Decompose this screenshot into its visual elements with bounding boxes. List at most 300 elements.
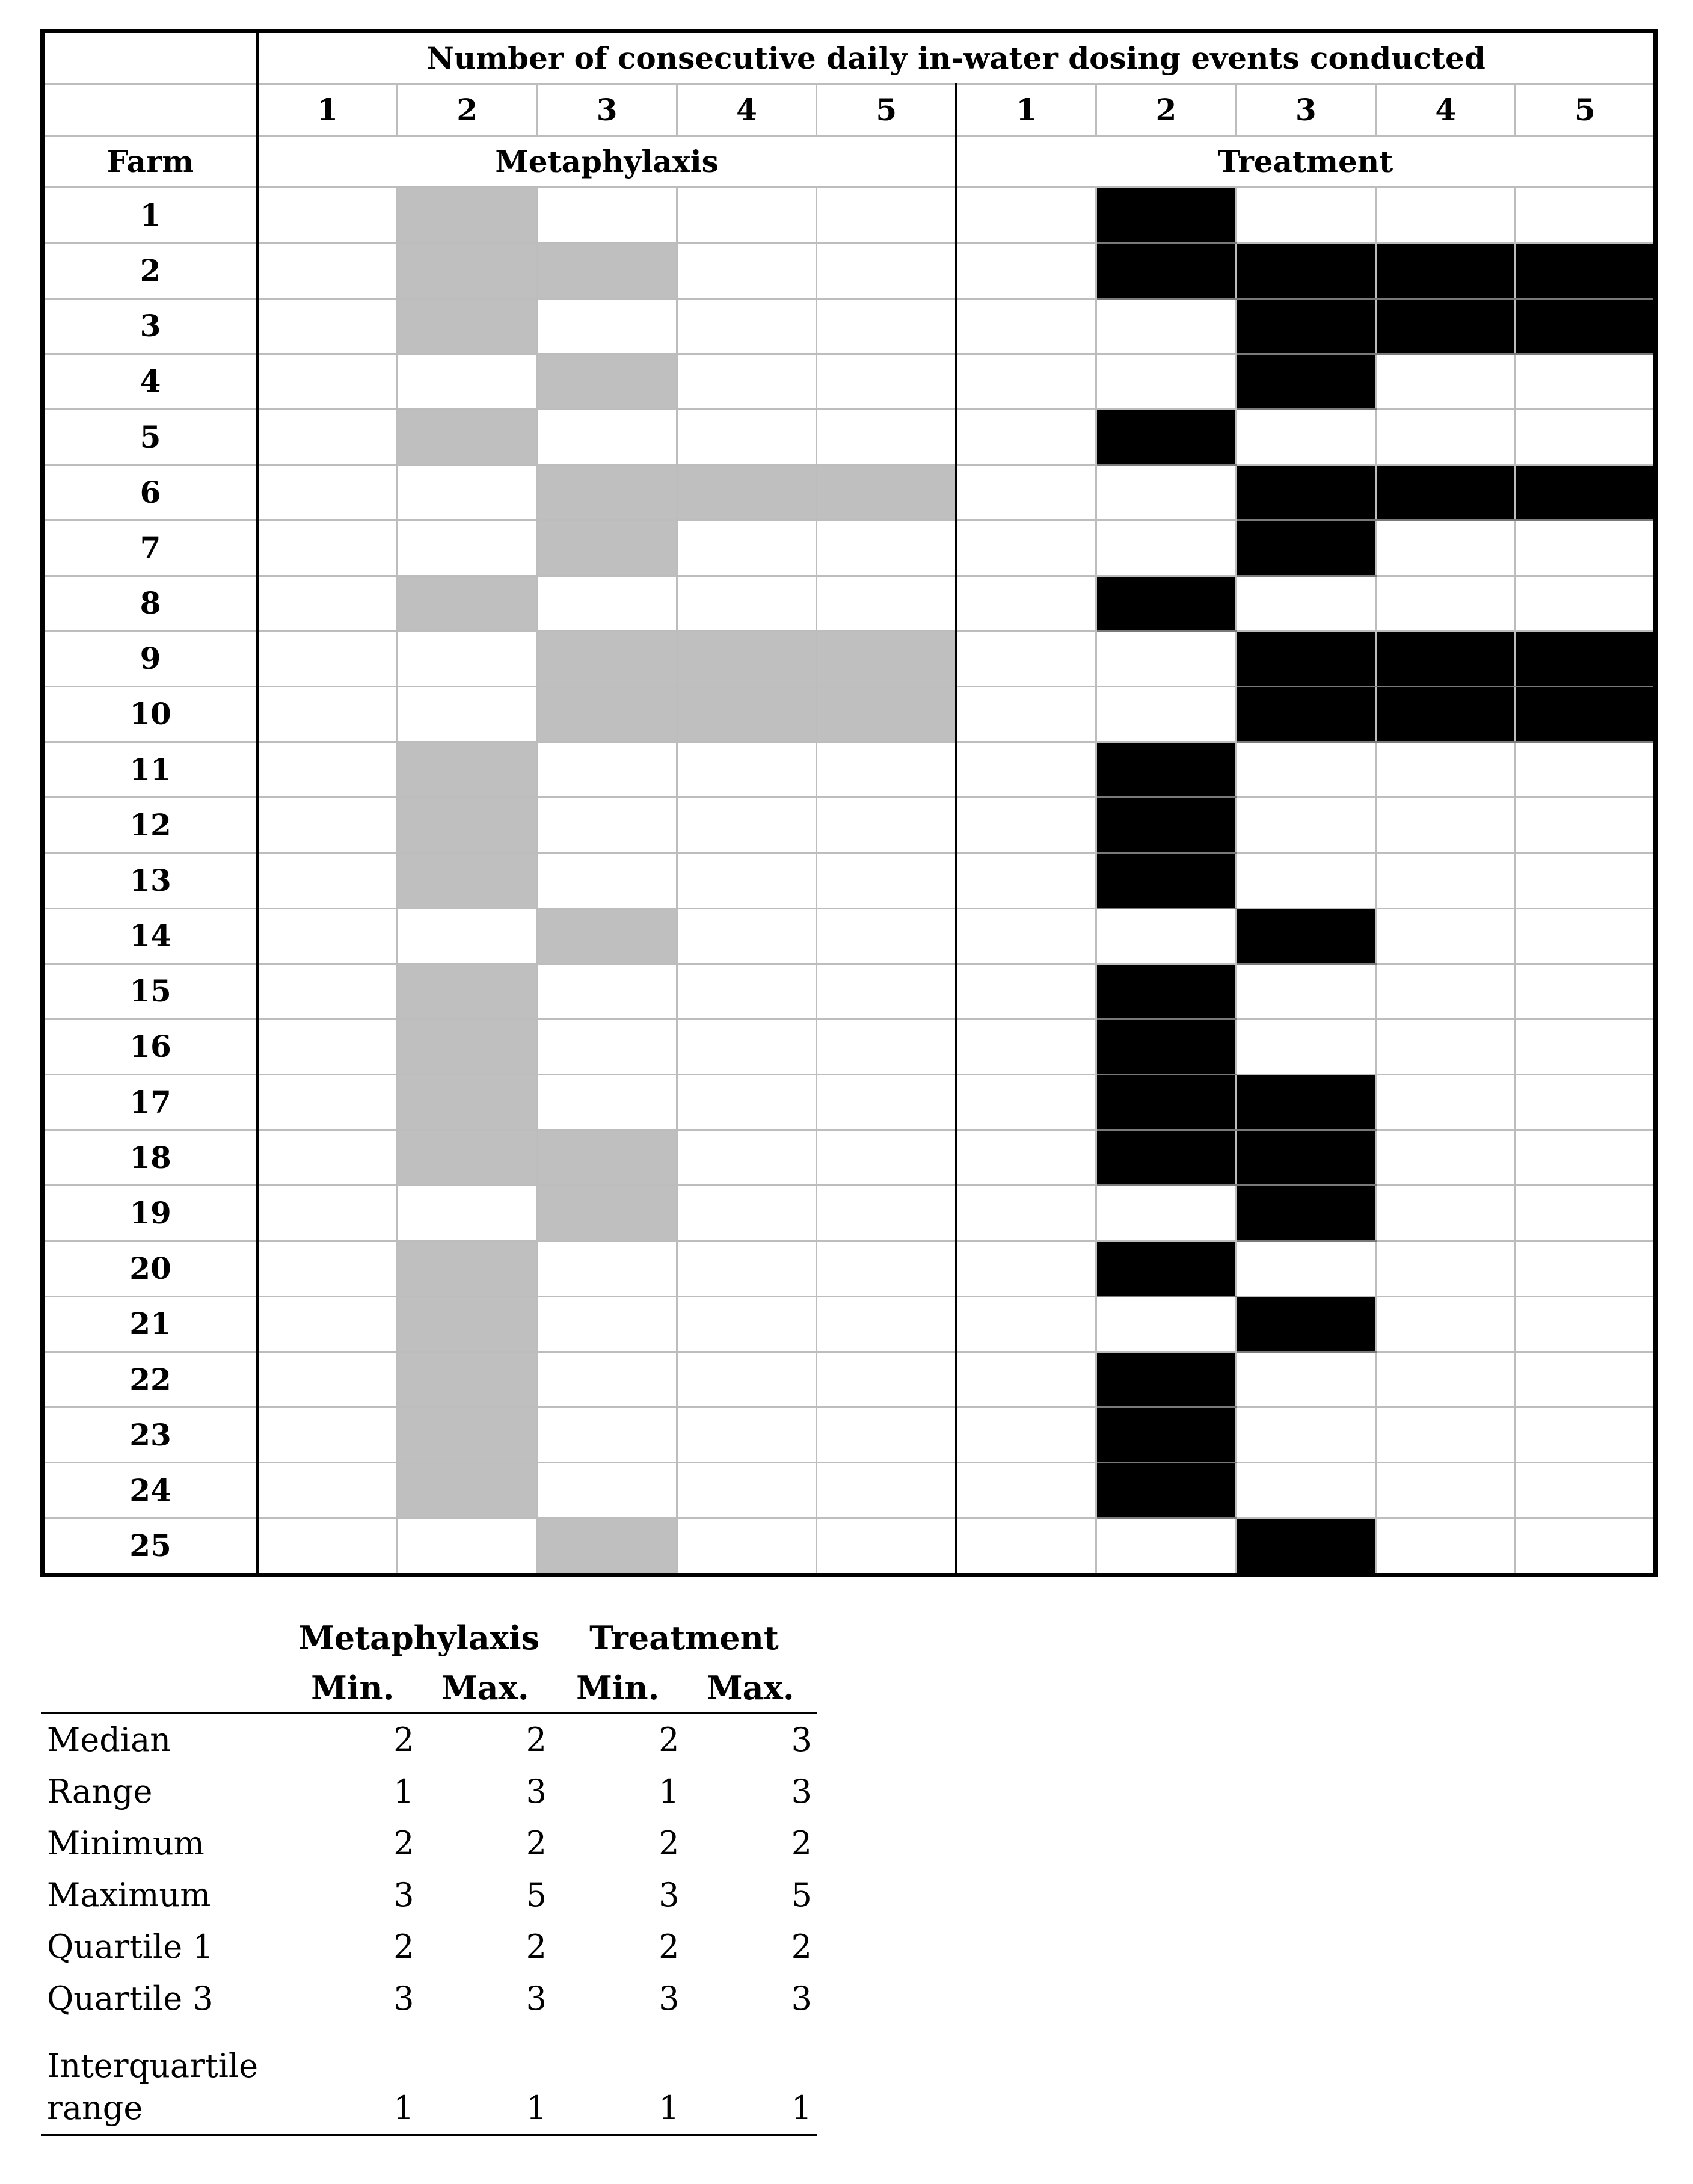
empty-cell <box>1096 1518 1236 1575</box>
empty-cell <box>1096 686 1236 742</box>
summary-corner-cell <box>41 1664 286 1713</box>
metaphylaxis-dosing-cell <box>537 686 677 742</box>
empty-cell <box>1376 1075 1516 1130</box>
event-number-header: 5 <box>1516 84 1656 136</box>
empty-cell <box>817 742 956 798</box>
summary-value: 2 <box>659 1721 680 1759</box>
farm-number: 9 <box>43 631 258 686</box>
metaphylaxis-dosing-cell <box>537 1130 677 1186</box>
farm-number: 25 <box>43 1518 258 1575</box>
empty-cell <box>956 465 1096 520</box>
summary-row-label: Quartile 1 <box>47 1928 214 1966</box>
empty-cell <box>956 1407 1096 1463</box>
empty-cell <box>537 188 677 243</box>
summary-row <box>41 1973 817 2025</box>
farm-row <box>43 188 1656 243</box>
empty-cell <box>1236 798 1375 853</box>
farm-number: 15 <box>43 964 258 1019</box>
farm-row <box>43 908 1656 964</box>
summary-value: 2 <box>393 1928 414 1966</box>
treatment-dosing-cell <box>1236 686 1375 742</box>
empty-cell <box>1376 853 1516 908</box>
empty-cell <box>817 853 956 908</box>
event-number-header: 1 <box>257 84 397 136</box>
summary-subheader-row <box>41 1664 817 1713</box>
farm-number: 14 <box>43 908 258 964</box>
farm-number: 10 <box>43 686 258 742</box>
treatment-group-header: Treatment <box>956 136 1655 188</box>
empty-cell <box>1516 1241 1656 1296</box>
summary-value: 1 <box>552 2082 684 2135</box>
empty-cell <box>956 520 1096 576</box>
metaphylaxis-dosing-cell <box>677 465 816 520</box>
farm-number: 21 <box>43 1296 258 1352</box>
treatment-dosing-cell <box>1516 298 1656 354</box>
empty-cell <box>1236 742 1375 798</box>
empty-cell <box>552 2025 684 2082</box>
summary-value: 2 <box>393 1721 414 1759</box>
summary-value: 5 <box>526 1876 547 1914</box>
empty-cell <box>397 908 536 964</box>
treatment-dosing-cell <box>1376 686 1516 742</box>
empty-cell <box>1516 1075 1656 1130</box>
farm-row <box>43 1075 1656 1130</box>
treatment-dosing-cell <box>1236 243 1375 298</box>
empty-cell <box>1376 1463 1516 1518</box>
summary-row-label: Median <box>47 1721 171 1759</box>
metaphylaxis-group-header: Metaphylaxis <box>257 136 956 188</box>
treatment-dosing-cell <box>1096 1352 1236 1407</box>
farm-number: 12 <box>43 798 258 853</box>
farm-number: 7 <box>43 520 258 576</box>
empty-cell <box>817 576 956 631</box>
farm-number: 22 <box>43 1352 258 1407</box>
empty-cell <box>817 1075 956 1130</box>
metaphylaxis-dosing-cell <box>817 631 956 686</box>
empty-cell <box>1516 1463 1656 1518</box>
farm-row <box>43 1296 1656 1352</box>
farm-number: 4 <box>43 354 258 409</box>
empty-cell <box>1516 1130 1656 1186</box>
summary-table <box>41 1612 817 2136</box>
farm-column-header: Farm <box>43 136 258 188</box>
empty-cell <box>677 853 816 908</box>
empty-cell <box>817 1296 956 1352</box>
treatment-dosing-cell <box>1096 410 1236 465</box>
empty-cell <box>1236 410 1375 465</box>
treatment-dosing-cell <box>1376 465 1516 520</box>
farm-row <box>43 631 1656 686</box>
empty-cell <box>1236 964 1375 1019</box>
empty-cell <box>677 410 816 465</box>
empty-cell <box>257 298 397 354</box>
empty-cell <box>817 354 956 409</box>
empty-cell <box>817 1130 956 1186</box>
empty-cell <box>956 798 1096 853</box>
summary-row <box>41 1921 817 1973</box>
empty-cell <box>397 520 536 576</box>
empty-cell <box>1096 354 1236 409</box>
empty-cell <box>257 964 397 1019</box>
grid-title: Number of consecutive daily in-water dosing events conducted <box>257 31 1656 84</box>
empty-cell <box>257 1075 397 1130</box>
empty-cell <box>677 1518 816 1575</box>
empty-cell <box>257 686 397 742</box>
empty-cell <box>956 243 1096 298</box>
empty-cell <box>257 354 397 409</box>
empty-cell <box>1516 853 1656 908</box>
dosing-events-grid <box>40 29 1658 1577</box>
farm-number: 6 <box>43 465 258 520</box>
empty-cell <box>257 188 397 243</box>
empty-cell <box>257 1518 397 1575</box>
empty-cell <box>257 243 397 298</box>
empty-cell <box>677 243 816 298</box>
empty-cell <box>956 1518 1096 1575</box>
empty-cell <box>817 188 956 243</box>
empty-cell <box>257 1407 397 1463</box>
summary-value: 2 <box>526 1928 547 1966</box>
empty-cell <box>257 1463 397 1518</box>
empty-cell <box>1236 188 1375 243</box>
summary-value: 2 <box>791 1928 812 1966</box>
empty-cell <box>817 798 956 853</box>
event-number-header: 4 <box>1376 84 1516 136</box>
empty-cell <box>257 576 397 631</box>
empty-cell <box>257 410 397 465</box>
empty-cell <box>956 964 1096 1019</box>
summary-value: 1 <box>684 2082 817 2135</box>
treatment-dosing-cell <box>1236 631 1375 686</box>
treatment-dosing-cell <box>1376 298 1516 354</box>
treatment-dosing-cell <box>1236 354 1375 409</box>
empty-cell <box>677 1296 816 1352</box>
farm-number: 19 <box>43 1186 258 1241</box>
metaphylaxis-dosing-cell <box>397 243 536 298</box>
summary-value: 3 <box>659 1876 680 1914</box>
event-number-header: 5 <box>817 84 956 136</box>
empty-cell <box>1096 520 1236 576</box>
empty-cell <box>956 354 1096 409</box>
treatment-dosing-cell <box>1096 1407 1236 1463</box>
treatment-dosing-cell <box>1376 243 1516 298</box>
empty-cell <box>537 1241 677 1296</box>
empty-cell <box>257 1352 397 1407</box>
farm-row <box>43 1463 1656 1518</box>
farm-row <box>43 964 1656 1019</box>
grid-title-row <box>43 31 1656 84</box>
farm-number: 13 <box>43 853 258 908</box>
metaphylaxis-dosing-cell <box>817 686 956 742</box>
empty-cell <box>257 465 397 520</box>
empty-cell <box>677 1130 816 1186</box>
treatment-dosing-cell <box>1096 742 1236 798</box>
empty-cell <box>257 1186 397 1241</box>
empty-cell <box>1376 410 1516 465</box>
summary-subheader: Max. <box>419 1664 552 1713</box>
empty-cell <box>677 1407 816 1463</box>
empty-cell <box>1236 1407 1375 1463</box>
empty-cell <box>956 1186 1096 1241</box>
treatment-dosing-cell <box>1516 243 1656 298</box>
empty-cell <box>419 2025 552 2082</box>
empty-cell <box>956 576 1096 631</box>
empty-cell <box>817 298 956 354</box>
empty-cell <box>677 1241 816 1296</box>
empty-cell <box>257 798 397 853</box>
empty-cell <box>956 1241 1096 1296</box>
event-number-header: 3 <box>1236 84 1375 136</box>
event-number-header: 1 <box>956 84 1096 136</box>
empty-cell <box>257 1019 397 1074</box>
metaphylaxis-dosing-cell <box>397 742 536 798</box>
empty-cell <box>1516 410 1656 465</box>
metaphylaxis-dosing-cell <box>397 853 536 908</box>
summary-treatment-header: Treatment <box>589 1619 779 1657</box>
empty-cell <box>956 742 1096 798</box>
empty-cell <box>1516 1518 1656 1575</box>
treatment-dosing-cell <box>1236 1075 1375 1130</box>
empty-cell <box>537 1407 677 1463</box>
empty-cell <box>1516 520 1656 576</box>
farm-row <box>43 1352 1656 1407</box>
empty-cell <box>257 1296 397 1352</box>
summary-value: 3 <box>659 1979 680 2017</box>
empty-cell <box>677 1352 816 1407</box>
empty-cell <box>257 631 397 686</box>
metaphylaxis-dosing-cell <box>537 243 677 298</box>
empty-cell <box>257 853 397 908</box>
farm-number: 1 <box>43 188 258 243</box>
metaphylaxis-dosing-cell <box>397 1241 536 1296</box>
empty-cell <box>677 1463 816 1518</box>
treatment-dosing-cell <box>1236 520 1375 576</box>
metaphylaxis-dosing-cell <box>537 465 677 520</box>
summary-row-label: range <box>41 2082 286 2135</box>
empty-cell <box>257 742 397 798</box>
empty-cell <box>1516 964 1656 1019</box>
empty-cell <box>677 908 816 964</box>
farm-number: 24 <box>43 1463 258 1518</box>
event-number-header: 3 <box>537 84 677 136</box>
empty-cell <box>817 1186 956 1241</box>
empty-cell <box>1376 520 1516 576</box>
empty-cell <box>1096 1296 1236 1352</box>
treatment-dosing-cell <box>1376 631 1516 686</box>
metaphylaxis-dosing-cell <box>397 1407 536 1463</box>
empty-cell <box>257 908 397 964</box>
summary-value: 1 <box>393 1773 414 1810</box>
empty-cell <box>1516 576 1656 631</box>
empty-cell <box>677 520 816 576</box>
metaphylaxis-dosing-cell <box>817 465 956 520</box>
summary-row <box>41 2082 817 2135</box>
empty-cell <box>1376 1130 1516 1186</box>
empty-cell <box>1376 742 1516 798</box>
empty-cell <box>537 1075 677 1130</box>
farm-number: 11 <box>43 742 258 798</box>
empty-cell <box>1376 1186 1516 1241</box>
empty-cell <box>1376 354 1516 409</box>
empty-cell <box>537 742 677 798</box>
empty-cell <box>537 410 677 465</box>
treatment-dosing-cell <box>1516 465 1656 520</box>
event-number-header: 2 <box>397 84 536 136</box>
summary-value: 2 <box>659 1824 680 1862</box>
empty-cell <box>956 298 1096 354</box>
metaphylaxis-dosing-cell <box>537 354 677 409</box>
farm-row <box>43 853 1656 908</box>
summary-value: 1 <box>659 1773 680 1810</box>
metaphylaxis-dosing-cell <box>397 798 536 853</box>
empty-cell <box>286 2025 419 2082</box>
empty-cell <box>1516 742 1656 798</box>
empty-cell <box>817 410 956 465</box>
empty-cell <box>1516 1296 1656 1352</box>
farm-row <box>43 298 1656 354</box>
empty-cell <box>1516 1186 1656 1241</box>
treatment-dosing-cell <box>1096 964 1236 1019</box>
empty-cell <box>677 298 816 354</box>
metaphylaxis-dosing-cell <box>397 964 536 1019</box>
empty-cell <box>397 686 536 742</box>
empty-cell <box>677 576 816 631</box>
empty-cell <box>537 964 677 1019</box>
farm-row <box>43 520 1656 576</box>
summary-value: 3 <box>791 1721 812 1759</box>
summary-metaphylaxis-header: Metaphylaxis <box>298 1619 540 1657</box>
summary-statistics <box>41 1612 817 2136</box>
empty-cell <box>1236 1463 1375 1518</box>
treatment-dosing-cell <box>1236 908 1375 964</box>
farm-number: 8 <box>43 576 258 631</box>
summary-subheader: Min. <box>552 1664 684 1713</box>
empty-cell <box>537 853 677 908</box>
empty-cell <box>1376 576 1516 631</box>
treatment-dosing-cell <box>1236 298 1375 354</box>
empty-cell <box>537 298 677 354</box>
empty-cell <box>956 1019 1096 1074</box>
summary-row <box>41 1766 817 1818</box>
summary-row-label: Interquartile <box>47 2047 259 2085</box>
empty-cell <box>1516 354 1656 409</box>
empty-cell <box>677 742 816 798</box>
empty-cell <box>817 1518 956 1575</box>
treatment-dosing-cell <box>1236 465 1375 520</box>
summary-row <box>41 1713 817 1766</box>
empty-cell <box>257 1130 397 1186</box>
group-label-row <box>43 136 1656 188</box>
farm-row <box>43 1186 1656 1241</box>
treatment-dosing-cell <box>1096 1130 1236 1186</box>
summary-value: 3 <box>791 1979 812 2017</box>
empty-cell <box>956 1463 1096 1518</box>
metaphylaxis-dosing-cell <box>397 1130 536 1186</box>
empty-cell <box>677 798 816 853</box>
empty-cell <box>257 1241 397 1296</box>
blank-corner-cell <box>43 84 258 136</box>
treatment-dosing-cell <box>1096 243 1236 298</box>
metaphylaxis-dosing-cell <box>537 1186 677 1241</box>
empty-cell <box>1516 908 1656 964</box>
empty-cell <box>1096 631 1236 686</box>
empty-cell <box>1516 188 1656 243</box>
summary-row-label: Quartile 3 <box>47 1979 214 2017</box>
summary-value: 2 <box>526 1824 547 1862</box>
empty-cell <box>956 1352 1096 1407</box>
empty-cell <box>817 1019 956 1074</box>
empty-cell <box>1376 908 1516 964</box>
empty-cell <box>1376 1518 1516 1575</box>
farm-row <box>43 1019 1656 1074</box>
empty-cell <box>257 520 397 576</box>
farm-number: 2 <box>43 243 258 298</box>
treatment-dosing-cell <box>1236 1296 1375 1352</box>
event-number-header: 4 <box>677 84 816 136</box>
farm-number: 20 <box>43 1241 258 1296</box>
empty-cell <box>817 1407 956 1463</box>
metaphylaxis-dosing-cell <box>397 188 536 243</box>
farm-row <box>43 465 1656 520</box>
farm-row <box>43 742 1656 798</box>
treatment-dosing-cell <box>1096 1075 1236 1130</box>
summary-value: 2 <box>659 1928 680 1966</box>
empty-cell <box>1236 576 1375 631</box>
empty-cell <box>1096 298 1236 354</box>
empty-cell <box>1376 188 1516 243</box>
summary-value: 3 <box>791 1773 812 1810</box>
farm-row <box>43 1130 1656 1186</box>
empty-cell <box>956 853 1096 908</box>
empty-cell <box>956 1130 1096 1186</box>
metaphylaxis-dosing-cell <box>397 1075 536 1130</box>
summary-row <box>41 1869 817 1921</box>
empty-cell <box>677 1075 816 1130</box>
metaphylaxis-dosing-cell <box>397 410 536 465</box>
treatment-dosing-cell <box>1096 188 1236 243</box>
empty-cell <box>817 1463 956 1518</box>
empty-cell <box>1376 1407 1516 1463</box>
farm-number: 17 <box>43 1075 258 1130</box>
empty-cell <box>397 631 536 686</box>
farm-row <box>43 686 1656 742</box>
empty-cell <box>1236 1241 1375 1296</box>
metaphylaxis-dosing-cell <box>537 520 677 576</box>
metaphylaxis-dosing-cell <box>537 1518 677 1575</box>
farm-row <box>43 798 1656 853</box>
empty-cell <box>956 1296 1096 1352</box>
empty-cell <box>684 2025 817 2082</box>
metaphylaxis-dosing-cell <box>537 908 677 964</box>
empty-cell <box>397 465 536 520</box>
summary-row-label: Maximum <box>47 1876 211 1914</box>
farm-number: 23 <box>43 1407 258 1463</box>
empty-cell <box>537 1463 677 1518</box>
treatment-dosing-cell <box>1096 1241 1236 1296</box>
metaphylaxis-dosing-cell <box>397 1019 536 1074</box>
treatment-dosing-cell <box>1096 1463 1236 1518</box>
farm-row <box>43 243 1656 298</box>
empty-cell <box>1096 908 1236 964</box>
event-number-row <box>43 84 1656 136</box>
farm-number: 3 <box>43 298 258 354</box>
empty-cell <box>956 1075 1096 1130</box>
empty-cell <box>1236 1352 1375 1407</box>
farm-row <box>43 410 1656 465</box>
farm-number: 16 <box>43 1019 258 1074</box>
empty-cell <box>1376 798 1516 853</box>
empty-cell <box>1376 1296 1516 1352</box>
